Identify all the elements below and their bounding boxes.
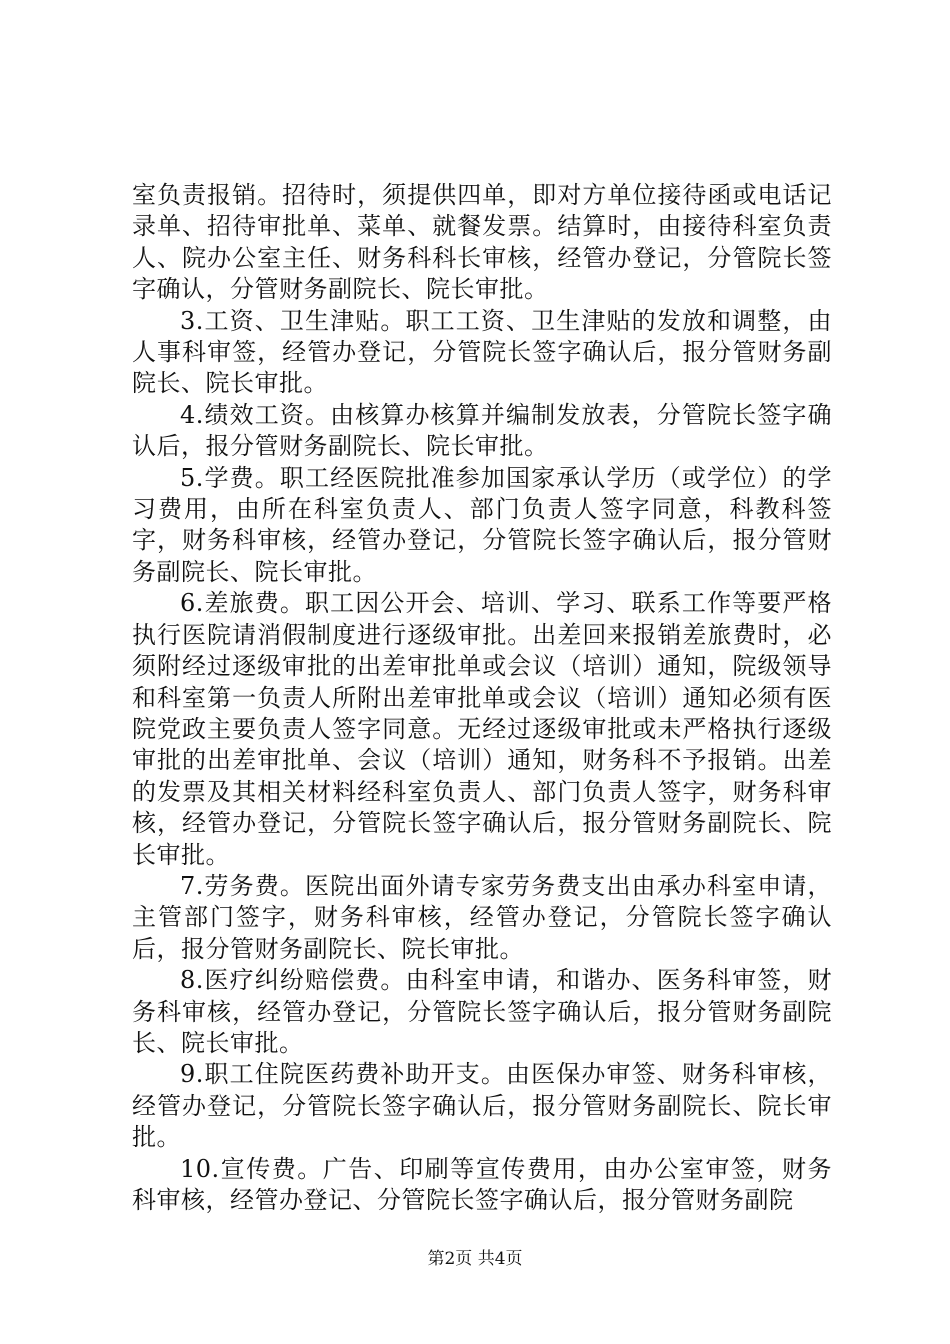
document-body — [132, 180, 832, 1216]
paragraph-item-6: 6.差旅费。职工因公开会、培训、学习、联系工作等要严格执行医院请消假制度进行逐级审批。出差回来报销差旅费时，必须附经过逐级审批的出差审批单或会议（培训）通知，院级领导和科室第一负责人所附出差审批单或会议（培训）通知必须有医院党政主要负责人签字同意。无经过逐级审批或未严格执行逐级审批的出差审批单、会议（培训）通知，财务科不予报销。出差的发票及其相关材料经科室负责人、部门负责人签字，财务科审核，经管办登记，分管院长签字确认后，报分管财务副院长、院长审批。 — [132, 589, 832, 869]
paragraph-item-7: 7.劳务费。医院出面外请专家劳务费支出由承办科室申请，主管部门签字，财务科审核，经管办登记，分管院长签字确认后，报分管财务副院长、院长审批。 — [132, 871, 832, 963]
paragraph-item-3: 3.工资、卫生津贴。职工工资、卫生津贴的发放和调整，由人事科审签，经管办登记，分管院长签字确认后，报分管财务副院长、院长审批。 — [132, 306, 832, 398]
paragraph-item-9: 9.职工住院医药费补助开支。由医保办审签、财务科审核，经管办登记，分管院长签字确认后，报分管财务副院长、院长审批。 — [132, 1060, 832, 1152]
paragraph-item-4: 4.绩效工资。由核算办核算并编制发放表，分管院长签字确认后，报分管财务副院长、院长审批。 — [132, 400, 832, 461]
paragraph-item-10: 10.宣传费。广告、印刷等宣传费用，由办公室审签，财务科审核，经管办登记、分管院长签字确认后，报分管财务副院 — [132, 1154, 832, 1214]
paragraph-item-5: 5.学费。职工经医院批准参加国家承认学历（或学位）的学习费用，由所在科室负责人、部门负责人签字同意，科教科签字，财务科审核，经管办登记，分管院长签字确认后，报分管财务副院长、院长审批。 — [132, 463, 832, 586]
page-footer: 第2页 共4页 — [427, 1249, 523, 1269]
paragraph-item-8: 8.医疗纠纷赔偿费。由科室申请，和谐办、医务科审签，财务科审核，经管办登记，分管院长签字确认后，报分管财务副院长、院长审批。 — [132, 966, 832, 1057]
paragraph-continuation: 室负责报销。招待时，须提供四单，即对方单位接待函或电话记录单、招待审批单、菜单、就餐发票。结算时，由接待科室负责人、院办公室主任、财务科科长审核，经管办登记，分管院长签字确认，分管财务副院长、院长审批。 — [132, 181, 832, 304]
